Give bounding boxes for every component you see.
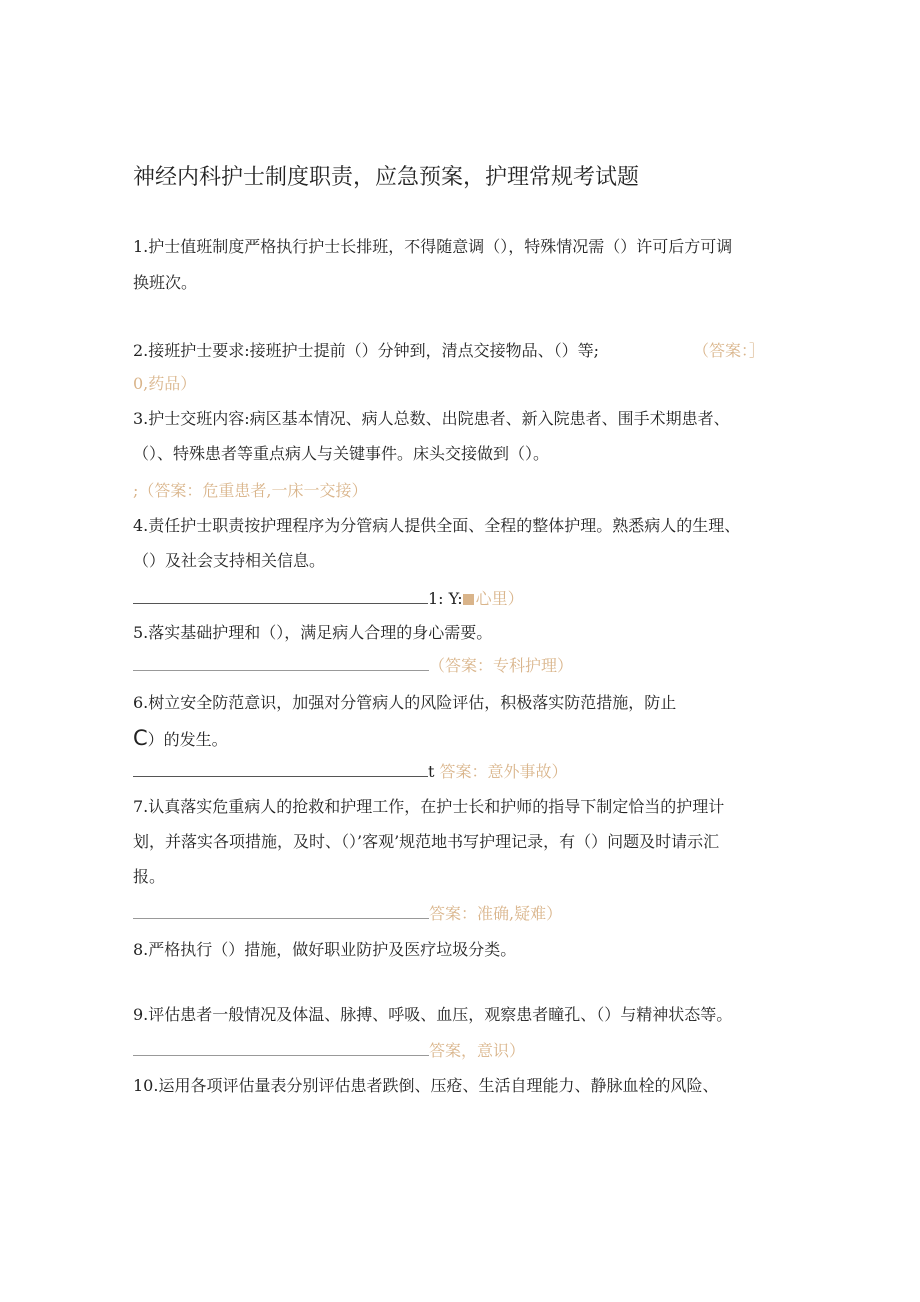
q3-answer-line <box>133 480 367 502</box>
q3-line1: 3.护士交班内容:病区基本情况、病人总数、出院患者、新入院患者、围手术期患者、 <box>133 409 730 428</box>
q7-line2: 划，并落实各项措施，及时、（）’客观’规范地书写护理记录，有（）问题及时请示汇 <box>133 832 720 851</box>
q1-line1: 1.护士值班制度严格执行护士长排班，不得随意调（），特殊情况需（）许可后方可调 <box>133 237 733 256</box>
q5-answer-blank <box>133 656 429 671</box>
q6-answer-line <box>133 761 568 783</box>
q6-line2-text: ）的发生。 <box>147 730 228 749</box>
q4-answer-blank <box>133 589 428 604</box>
q9-answer: 答案，意识） <box>429 1041 526 1060</box>
q9-answer-line <box>133 1040 525 1062</box>
q5-answer: （答案：专科护理） <box>429 656 574 675</box>
redacted-block-icon <box>463 594 474 605</box>
q7-answer: 答案：准确,疑难） <box>429 904 563 923</box>
q8-line1: 8.严格执行（）措施，做好职业防护及医疗垃圾分类。 <box>133 940 517 959</box>
q5-answer-line <box>133 655 573 677</box>
q7-line1: 7.认真落实危重病人的抢救和护理工作，在护士长和护师的指导下制定恰当的护理计 <box>133 797 725 816</box>
q4-answer-line <box>133 588 524 610</box>
q6-answer-blank <box>133 762 428 777</box>
q10-line1: 10.运用各项评估量表分别评估患者跌倒、压疮、生活自理能力、静脉血栓的风险、 <box>133 1076 719 1095</box>
q7-line3: 报。 <box>133 867 166 886</box>
page-title: 神经内科护士制度职责，应急预案，护理常规考试题 <box>133 165 640 190</box>
q7-answer-line <box>133 903 562 925</box>
q6-line2-c: C <box>133 726 148 750</box>
q4-answer: 心里） <box>475 589 524 608</box>
q4-line1: 4.责任护士职责按护理程序为分管病人提供全面、全程的整体护理。熟悉病人的生理、 <box>133 516 741 535</box>
q3-line2: （）、特殊患者等重点病人与关键事件。床头交接做到（）。 <box>133 444 550 463</box>
q6-answer-prefix: t <box>428 762 435 781</box>
q9-line1: 9.评估患者一般情况及体温、脉搏、呼吸、血压，观察患者瞳孔、（）与精神状态等。 <box>133 1005 733 1024</box>
q3-answer: （答案：危重患者,一床一交接） <box>138 481 368 500</box>
q4-line2: （）及社会支持相关信息。 <box>133 551 326 570</box>
q9-answer-blank <box>133 1041 429 1056</box>
q1-line2: 换班次。 <box>133 273 198 292</box>
q5-line1: 5.落实基础护理和（），满足病人合理的身心需要。 <box>133 623 493 642</box>
q2-line1 <box>133 340 599 362</box>
q4-answer-prefix: 1: Y: <box>428 589 463 608</box>
q2-answer-part1: （答案：］ <box>693 341 766 360</box>
q3-answer-prefix: ; <box>133 481 139 500</box>
q2-question-text: 2.接班护士要求:接班护士提前（）分钟到，清点交接物品、（）等; <box>133 341 600 360</box>
q7-answer-blank <box>133 904 429 919</box>
q2-answer-part2: 0,药品） <box>133 374 197 393</box>
q6-answer: 答案：意外事故） <box>439 762 568 781</box>
q6-line2 <box>133 727 228 751</box>
q6-line1: 6.树立安全防范意识，加强对分管病人的风险评估，积极落实防范措施，防止 <box>133 693 677 712</box>
